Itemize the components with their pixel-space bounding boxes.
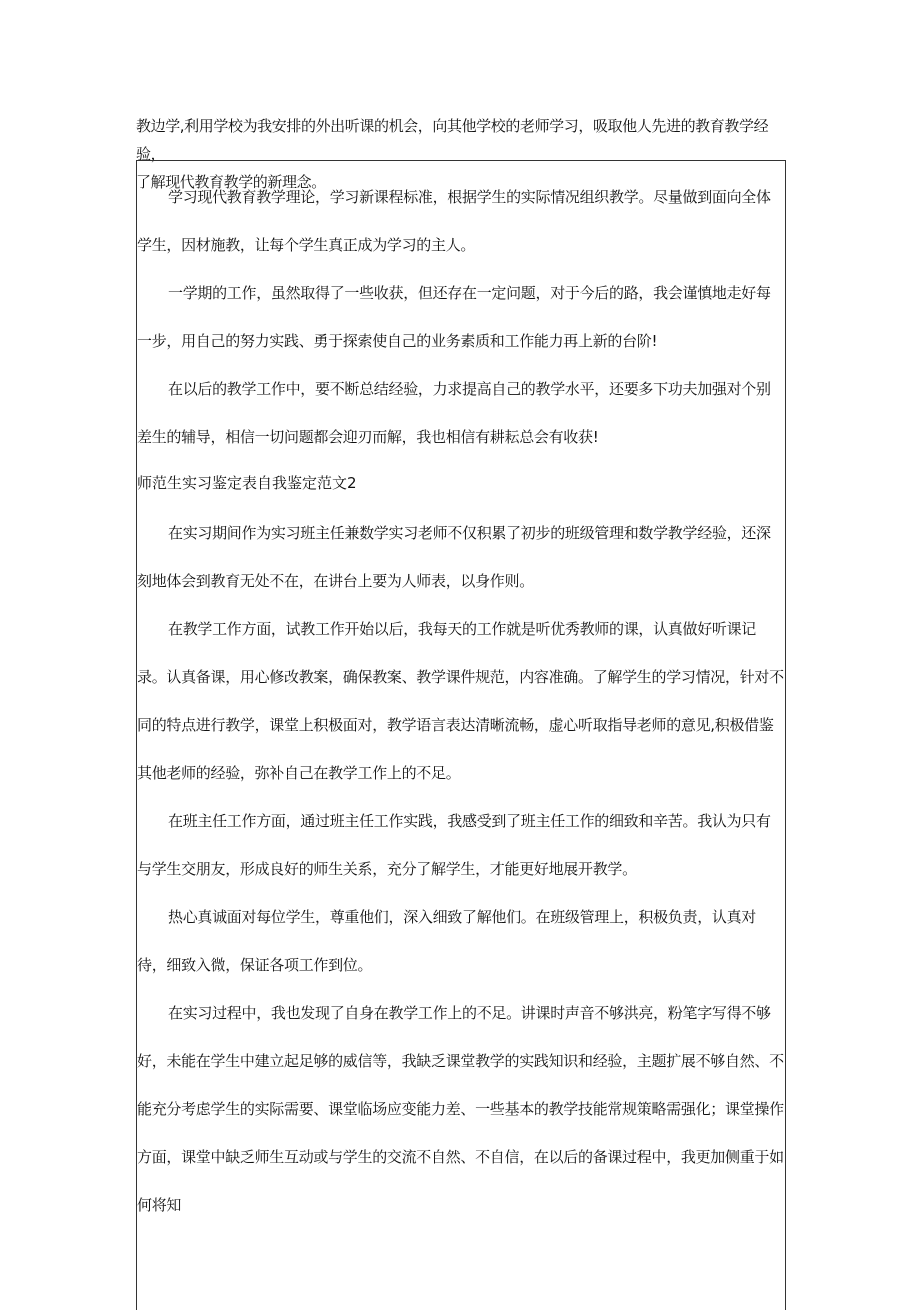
intro-line-1: 教边学,利用学校为我安排的外出听课的机会，向其他学校的老师学习，吸取他人先进的教育教学经验， [136,117,769,163]
paragraph: 在以后的教学工作中，要不断总结经验，力求提高自己的教学水平，还要多下功夫加强对个别差生的辅导，相信一切问题都会迎刃而解，我也相信有耕耘总会有收获! [137,380,771,446]
intro-line-2: 了解现代教育教学的新理念。 [136,173,326,191]
paragraph: 在实习过程中，我也发现了自身在教学工作上的不足。讲课时声音不够洪亮，粉笔字写得不够好，未能在学生中建立起足够的威信等，我缺乏课堂教学的实践知识和经验，主题扩展不够自然、不能充分考虑学生的实际需要、课堂临场应变能力差、一些基本的教学技能常规策略需强化；课堂操作方面，课堂中缺乏师生互动或与学生的交流不自然、不自信，在以后的备课过程中，我更加侧重于如何将知 [137,1004,784,1214]
paragraph: 热心真诚面对每位学生，尊重他们，深入细致了解他们。在班级管理上，积极负责，认真对待，细致入微，保证各项工作到位。 [137,908,757,974]
paragraph: 在班主任工作方面，通过班主任工作实践，我感受到了班主任工作的细致和辛苦。我认为只有与学生交朋友，形成良好的师生关系，充分了解学生，才能更好地展开教学。 [137,812,771,878]
paragraph: 在教学工作方面，试教工作开始以后，我每天的工作就是听优秀教师的课，认真做好听课记录。认真备课，用心修改教案，确保教案、教学课件规范，内容准确。了解学生的学习情况，针对不同的特点进行教学，课堂上积极面对，教学语言表达清晰流畅，虚心听取指导老师的意见,积极借鉴其他老师的经验，弥补自己在教学工作上的不足。 [137,620,784,782]
paragraph: 一学期的工作，虽然取得了一些收获，但还存在一定问题，对于今后的路，我会谨慎地走好每一步，用自己的努力实践、勇于探索使自己的业务素质和工作能力再上新的台阶! [137,284,771,350]
paragraph: 学习现代教育教学理论，学习新课程标准，根据学生的实际情况组织教学。尽量做到面向全体学生，因材施教，让每个学生真正成为学习的主人。 [137,188,771,254]
section-title: 师范生实习鉴定表自我鉴定范文2 [137,474,357,492]
content-frame [136,160,786,1310]
paragraph: 在实习期间作为实习班主任兼数学实习老师不仅积累了初步的班级管理和数学教学经验，还深刻地体会到教育无处不在，在讲台上要为人师表，以身作则。 [137,524,771,590]
